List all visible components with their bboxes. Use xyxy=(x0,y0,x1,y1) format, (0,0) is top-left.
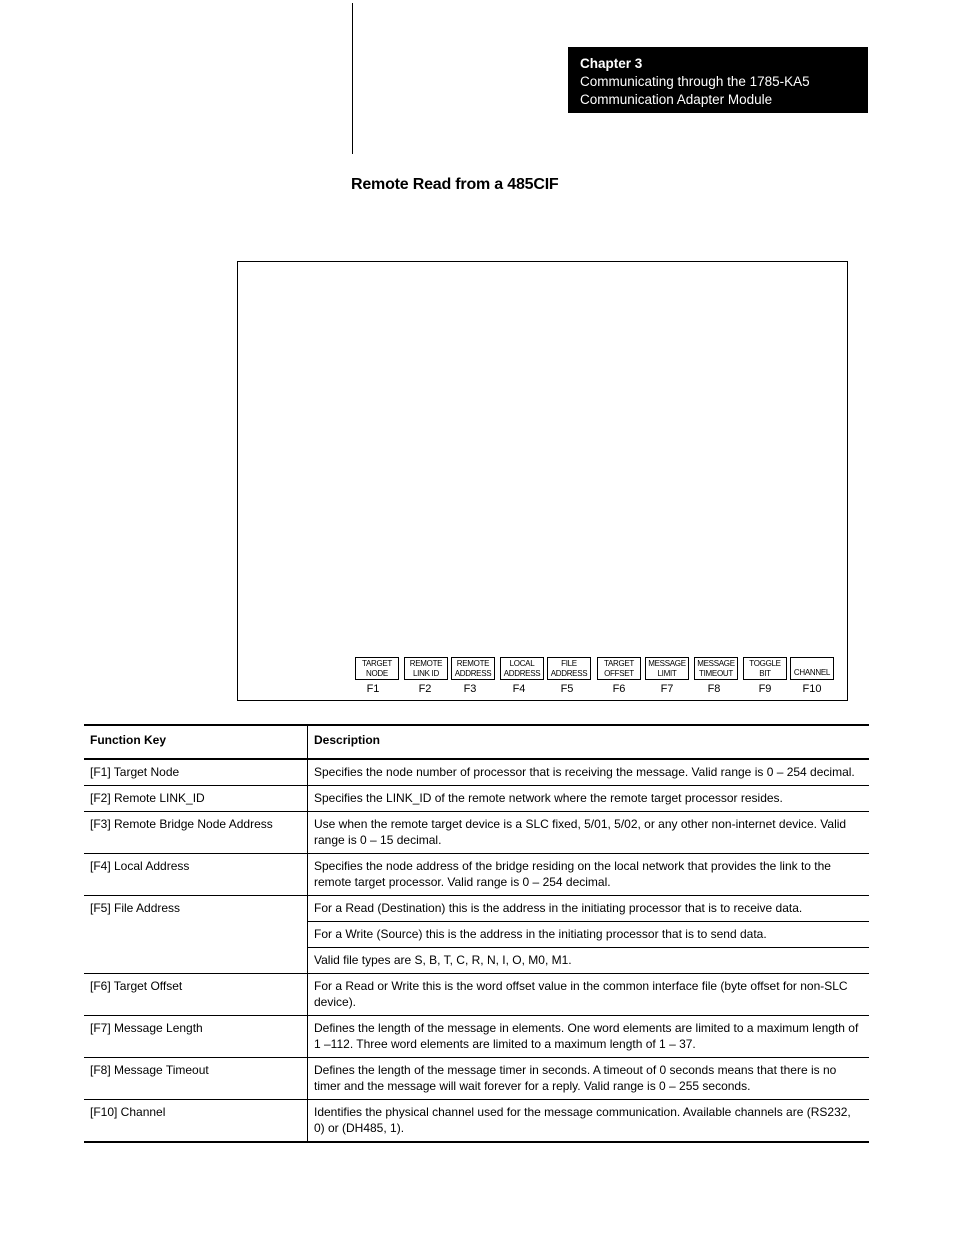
description-cell: Specifies the LINK_ID of the remote network where the remote target processor resides. xyxy=(308,786,870,812)
fkey-f4-box[interactable] xyxy=(500,657,544,680)
fkey-f7[interactable] xyxy=(645,657,689,695)
table-row xyxy=(84,1100,869,1143)
function-key-table xyxy=(84,724,869,1143)
description-cell: Identifies the physical channel used for the message communication. Available channels are (RS232, 0) or (DH485, 1). xyxy=(308,1100,870,1143)
fkey-name: F1 xyxy=(366,683,380,695)
table-row xyxy=(84,974,869,1016)
fkey-name: F4 xyxy=(512,683,526,695)
fkey-f2[interactable] xyxy=(404,657,448,695)
description-cell: Specifies the node address of the bridge residing on the local network that provides the link to the remote target processor. Valid range is 0 – 254 decimal. xyxy=(308,854,870,896)
fkey-f9-box[interactable] xyxy=(743,657,787,680)
fkey-label-line1: LOCAL xyxy=(509,659,535,668)
chapter-number: Chapter 3 xyxy=(580,56,643,71)
screen-frame xyxy=(237,261,848,701)
chapter-title-line2: Communication Adapter Module xyxy=(580,92,773,107)
description-cell: Defines the length of the message in elements. One word elements are limited to a maximum length of 1 –112. Three word elements are limited to a maximum length of 1 – 37. xyxy=(308,1016,870,1058)
chapter-header xyxy=(568,47,868,113)
fkey-label-line2: TIMEOUT xyxy=(699,669,733,678)
description-cell: Use when the remote target device is a SLC fixed, 5/01, 5/02, or any other non-internet device. Valid range is 0 – 15 decimal. xyxy=(308,812,870,854)
description-cell: Specifies the node number of processor that is receiving the message. Valid range is 0 – 254 decimal. xyxy=(308,759,870,786)
fkey-name: F3 xyxy=(463,683,477,695)
fkey-label-line2: CHANNEL xyxy=(793,668,831,677)
fkey-name: F10 xyxy=(802,683,822,695)
fkey-f5[interactable] xyxy=(547,657,591,695)
description-cell: For a Write (Source) this is the address in the initiating processor that is to send data. xyxy=(308,922,870,948)
fkey-f6[interactable] xyxy=(597,657,641,695)
table-row xyxy=(84,1016,869,1058)
chapter-title-line1: Communicating through the 1785-KA5 xyxy=(580,74,810,89)
table-header-row xyxy=(84,725,869,759)
fkey-label-line2: NODE xyxy=(366,669,388,678)
table-row xyxy=(84,759,869,786)
fkey-f8-box[interactable] xyxy=(694,657,738,680)
fkey-f6-box[interactable] xyxy=(597,657,641,680)
fkey-f4[interactable] xyxy=(500,657,544,695)
fkey-label-line1: REMOTE xyxy=(456,659,490,668)
fkey-name: F7 xyxy=(660,683,674,695)
function-key-cell: [F1] Target Node xyxy=(84,759,308,786)
fkey-name: F8 xyxy=(707,683,721,695)
fkey-f1-box[interactable] xyxy=(355,657,399,680)
fkey-f3-box[interactable] xyxy=(451,657,495,680)
description-cell: For a Read (Destination) this is the address in the initiating processor that is to receive data. xyxy=(308,896,870,922)
fkey-name: F9 xyxy=(758,683,772,695)
fkey-f3[interactable] xyxy=(451,657,495,695)
fkey-label-line1: MESSAGE xyxy=(648,659,686,668)
table-row xyxy=(84,1058,869,1100)
fkey-name: F6 xyxy=(612,683,626,695)
function-key-cell: [F4] Local Address xyxy=(84,854,308,896)
fkey-f8[interactable] xyxy=(694,657,738,695)
function-key-cell: [F8] Message Timeout xyxy=(84,1058,308,1100)
fkey-label-line1: TARGET xyxy=(361,659,393,668)
fkey-label-line2: ADDRESS xyxy=(454,669,492,678)
table-row xyxy=(84,812,869,854)
column-header-function-key: Function Key xyxy=(84,725,308,759)
fkey-label-line2: ADDRESS xyxy=(550,669,588,678)
function-key-cell: [F10] Channel xyxy=(84,1100,308,1143)
description-cell: Defines the length of the message timer in seconds. A timeout of 0 seconds means that there is no timer and the message will wait forever for a reply. Valid range is 0 – 255 seconds. xyxy=(308,1058,870,1100)
column-header-description: Description xyxy=(308,725,870,759)
margin-rule xyxy=(352,3,353,154)
fkey-name: F5 xyxy=(560,683,574,695)
fkey-label-line1: TOGGLE xyxy=(749,659,781,668)
function-key-cell: [F3] Remote Bridge Node Address xyxy=(84,812,308,854)
fkey-f9[interactable] xyxy=(743,657,787,695)
fkey-label-line1: FILE xyxy=(561,659,577,668)
fkey-label-line2: BIT xyxy=(759,669,771,678)
section-title: Remote Read from a 485CIF xyxy=(351,176,559,193)
fkey-f10[interactable] xyxy=(790,657,834,695)
fkey-label-line2: LINK ID xyxy=(413,669,439,678)
description-cell: Valid file types are S, B, T, C, R, N, I, O, M0, M1. xyxy=(308,948,870,974)
fkey-f2-box[interactable] xyxy=(404,657,448,680)
function-key-cell: [F5] File Address xyxy=(84,896,308,974)
fkey-f1[interactable] xyxy=(355,657,399,695)
table-row xyxy=(84,854,869,896)
function-key-cell: [F2] Remote LINK_ID xyxy=(84,786,308,812)
fkey-label-line2: LIMIT xyxy=(657,669,677,678)
fkey-f7-box[interactable] xyxy=(645,657,689,680)
fkey-f5-box[interactable] xyxy=(547,657,591,680)
fkey-label-line1: REMOTE xyxy=(409,659,443,668)
description-cell: For a Read or Write this is the word offset value in the common interface file (byte offset for non-SLC device). xyxy=(308,974,870,1016)
fkey-label-line1: TARGET xyxy=(603,659,635,668)
fkey-label-line1: MESSAGE xyxy=(697,659,735,668)
function-key-cell: [F7] Message Length xyxy=(84,1016,308,1058)
fkey-name: F2 xyxy=(418,683,432,695)
fkey-label-line2: ADDRESS xyxy=(503,669,541,678)
fkey-label-line2: OFFSET xyxy=(604,669,634,678)
table-row xyxy=(84,896,869,922)
fkey-f10-box[interactable] xyxy=(790,657,834,680)
table-row xyxy=(84,786,869,812)
function-key-cell: [F6] Target Offset xyxy=(84,974,308,1016)
